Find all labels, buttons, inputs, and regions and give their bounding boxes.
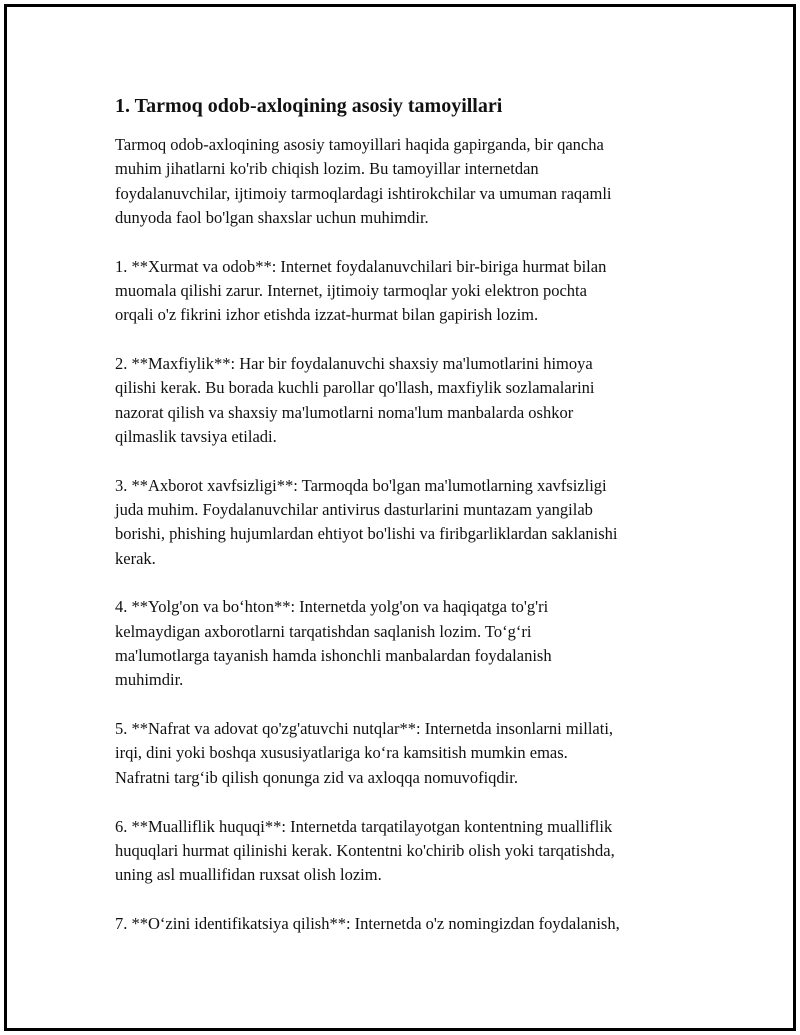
text-line: muhim jihatlarni ko'rib chiqish lozim. Bu tamoyillar internetdan <box>115 159 539 179</box>
text-line: borishi, phishing hujumlardan ehtiyot bo'lishi va firibgarliklardan saklanishi <box>115 524 618 544</box>
intro-paragraph <box>115 133 690 230</box>
text-line: juda muhim. Foydalanuvchilar antivirus dasturlarini muntazam yangilab <box>115 500 593 520</box>
text-line: 1. **Xurmat va odob**: Internet foydalanuvchilari bir-biriga hurmat bilan <box>115 256 607 276</box>
text-line: ma'lumotlarga tayanish hamda ishonchli manbalardan foydalanish <box>115 646 552 666</box>
principle-hate-speech-paragraph <box>115 717 690 790</box>
principle-respect-paragraph <box>115 255 690 328</box>
text-line: 7. **O‘zini identifikatsiya qilish**: Internetda o'z nomingizdan foydalanish, <box>115 913 620 933</box>
text-line: 6. **Mualliflik huquqi**: Internetda tarqatilayotgan kontentning mualliflik <box>115 816 613 836</box>
text-line: foydalanuvchilar, ijtimoiy tarmoqlardagi ishtirokchilar va umuman raqamli <box>115 183 612 203</box>
text-line: irqi, dini yoki boshqa xususiyatlariga ko‘ra kamsitish mumkin emas. <box>115 743 568 763</box>
text-line: 5. **Nafrat va adovat qo'zg'atuvchi nutqlar**: Internetda insonlarni millati, <box>115 719 614 739</box>
text-line: qilmaslik tavsiya etiladi. <box>115 426 277 446</box>
text-line: 2. **Maxfiylik**: Har bir foydalanuvchi shaxsiy ma'lumotlarini himoya <box>115 354 593 374</box>
text-line: nazorat qilish va shaxsiy ma'lumotlarni noma'lum manbalarda oshkor <box>115 402 574 422</box>
document-body <box>115 93 690 961</box>
principle-privacy-paragraph <box>115 352 690 449</box>
text-line: muhimdir. <box>115 670 184 690</box>
section-heading: 1. Tarmoq odob-axloqining asosiy tamoyillari <box>115 95 503 117</box>
text-line: 3. **Axborot xavfsizligi**: Tarmoqda bo'lgan ma'lumotlarning xavfsizligi <box>115 475 607 495</box>
principle-security-paragraph <box>115 474 690 571</box>
principle-identification-paragraph <box>115 912 690 936</box>
text-line: huquqlari hurmat qilinishi kerak. Kontentni ko'chirib olish yoki tarqatishda, <box>115 840 615 860</box>
text-line: kelmaydigan axborotlarni tarqatishdan saqlanish lozim. To‘g‘ri <box>115 621 532 641</box>
text-line: uning asl muallifidan ruxsat olish lozim. <box>115 865 382 885</box>
text-line: orqali o'z fikrini izhor etishda izzat-hurmat bilan gapirish lozim. <box>115 305 539 325</box>
text-line: 4. **Yolg'on va bo‘hton**: Internetda yolg'on va haqiqatga to'g'ri <box>115 597 549 617</box>
text-line: dunyoda faol bo'lgan shaxslar uchun muhimdir. <box>115 207 429 227</box>
text-line: Tarmoq odob-axloqining asosiy tamoyillari haqida gapirganda, bir qancha <box>115 135 604 154</box>
text-line: kerak. <box>115 548 156 568</box>
text-line: qilishi kerak. Bu borada kuchli parollar qo'llash, maxfiylik sozlamalarini <box>115 378 595 398</box>
text-line: Nafratni targ‘ib qilish qonunga zid va axloqqa nomuvofiqdir. <box>115 767 518 787</box>
text-line: muomala qilishi zarur. Internet, ijtimoiy tarmoqlar yoki elektron pochta <box>115 280 587 300</box>
principle-copyright-paragraph <box>115 815 690 888</box>
principle-misinformation-paragraph <box>115 595 690 692</box>
